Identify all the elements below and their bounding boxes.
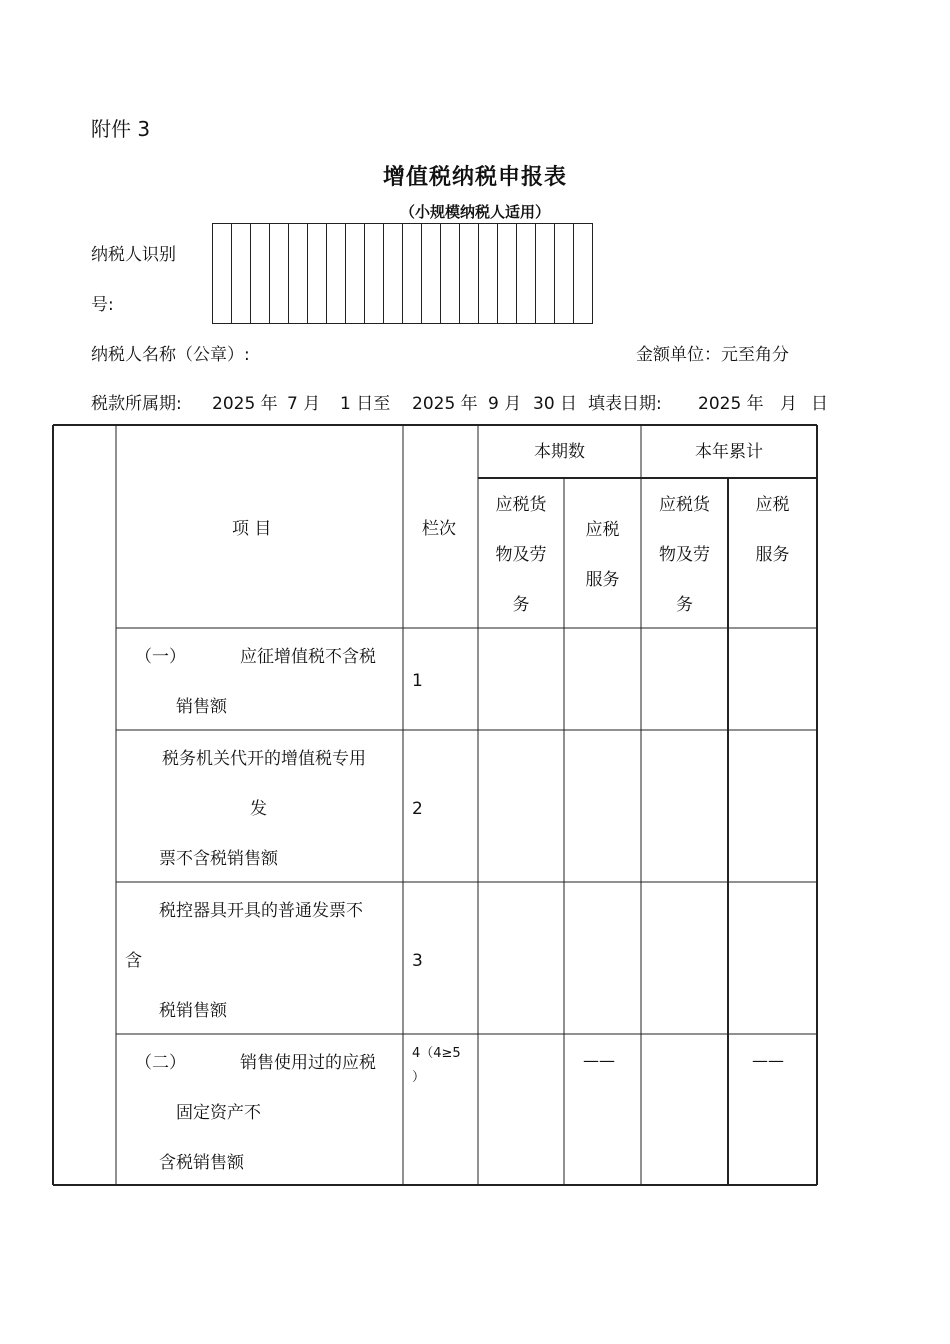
header-current-goods: 应税货 (495, 495, 547, 515)
row-3-item: 含 (125, 951, 142, 971)
row-4-col: 4（4≥5 (412, 1046, 461, 1061)
row-4-item: 固定资产不 (176, 1103, 261, 1123)
period-end-day: 30 日 (533, 394, 578, 414)
fill-year: 2025 年 (698, 394, 764, 414)
attachment-label: 附件 3 (91, 117, 151, 141)
row-1-item: 应征增值税不含税 (240, 647, 376, 667)
period-start-year: 2025 年 (212, 394, 278, 414)
header-current-goods: 务 (512, 595, 530, 615)
header-ytd-goods: 应税货 (659, 495, 710, 515)
period-start-day: 1 日至 (340, 394, 391, 414)
period-end-month: 9 月 (488, 394, 522, 414)
row-1-item: 销售额 (176, 697, 227, 717)
row-1-col: 1 (412, 671, 423, 691)
row-3-item: 税控器具开具的普通发票不 (159, 901, 363, 921)
header-item: 项 目 (232, 519, 272, 539)
header-column-no: 栏次 (422, 519, 456, 539)
taxpayer-id-label-cont: 号: (91, 295, 114, 315)
page-subtitle: （小规模纳税人适用） (399, 203, 550, 221)
row-2-item: 票不含税销售额 (159, 849, 278, 869)
header-year-to-date: 本年累计 (695, 442, 763, 462)
period-end-year: 2025 年 (412, 394, 478, 414)
header-ytd-services: 服务 (755, 545, 790, 565)
fill-day: 日 (811, 394, 828, 414)
taxpayer-id-label: 纳税人识别 (91, 245, 176, 265)
amount-unit-label: 金额单位：元至角分 (636, 345, 789, 365)
period-start-month: 7 月 (287, 394, 321, 414)
row-2-item: 税务机关代开的增值税专用 (162, 749, 366, 769)
row-4-item: 销售使用过的应税 (240, 1053, 376, 1073)
header-current-goods: 物及劳 (495, 545, 547, 565)
header-current-services: 服务 (585, 570, 620, 590)
header-ytd-goods: 务 (676, 595, 693, 615)
row-2-item: 发 (250, 799, 267, 819)
row-2-col: 2 (412, 799, 423, 819)
row-4-item: 含税销售额 (159, 1153, 244, 1173)
page-title: 增值税纳税申报表 (382, 165, 567, 190)
header-current-services: 应税 (585, 520, 620, 540)
row-4-ytd-services-na: —— (752, 1051, 784, 1070)
row-3-item: 税销售额 (159, 1001, 227, 1021)
row-1-item: （一） (135, 647, 186, 667)
row-4-current-services-na: —— (583, 1051, 615, 1070)
row-4-item: （二） (135, 1053, 186, 1073)
row-3-col: 3 (412, 951, 423, 971)
header-ytd-services: 应税 (755, 495, 790, 515)
fill-date-label: 填表日期: (588, 394, 662, 414)
period-label: 税款所属期: (91, 394, 182, 414)
taxpayer-name-label: 纳税人名称（公章）: (91, 345, 250, 365)
row-4-col: ） (412, 1070, 426, 1085)
header-current-period: 本期数 (534, 442, 585, 462)
fill-month: 月 (780, 394, 797, 414)
header-ytd-goods: 物及劳 (659, 545, 710, 565)
